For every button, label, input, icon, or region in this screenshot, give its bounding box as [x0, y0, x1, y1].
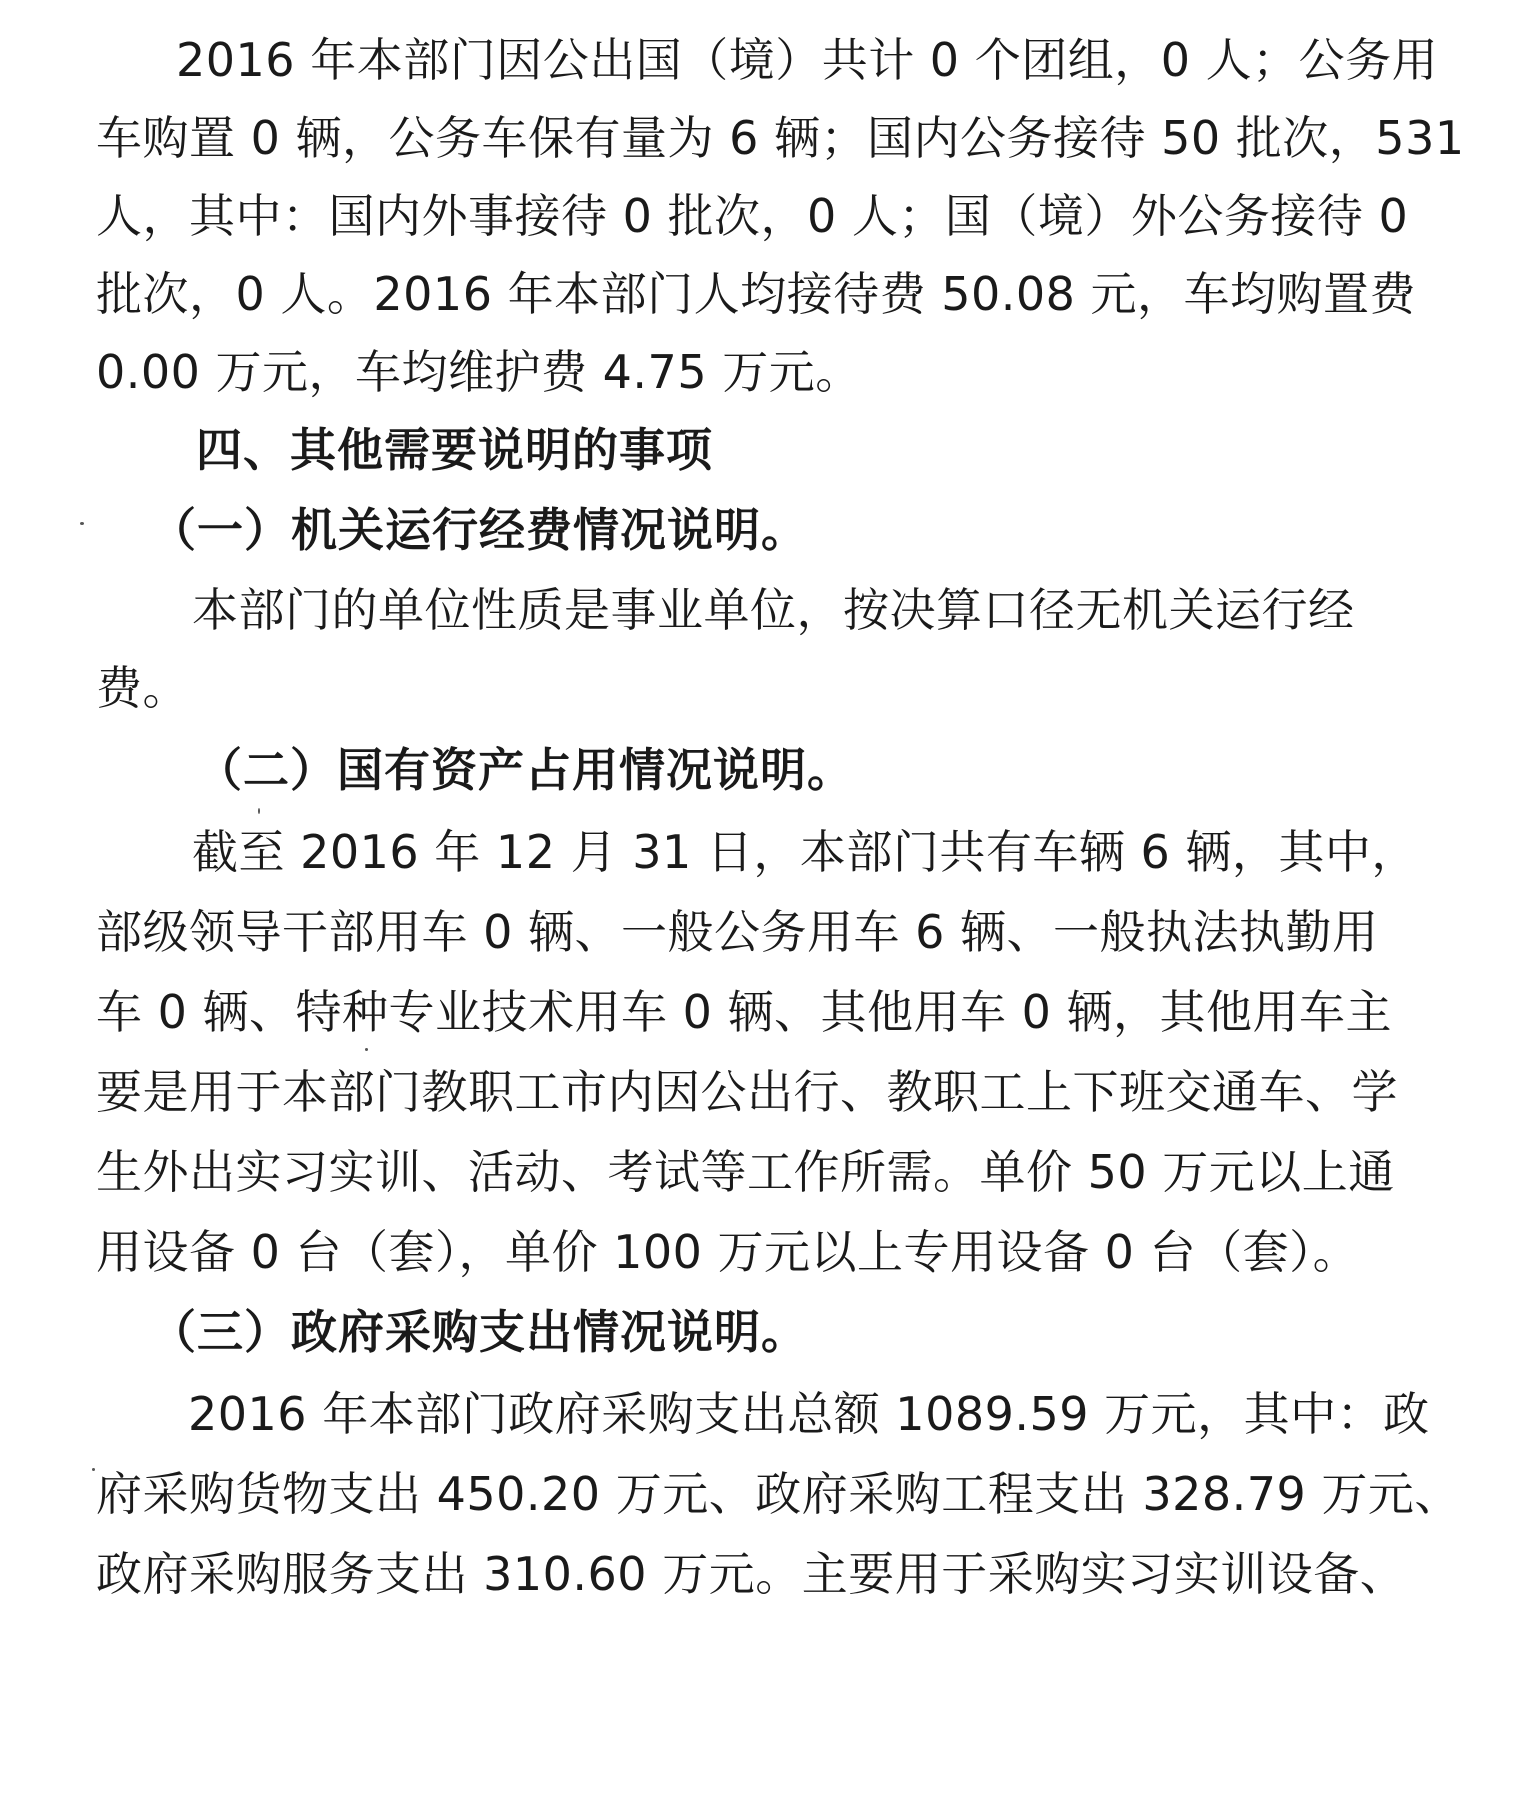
paragraph-line: 车 0 辆、特种专业技术用车 0 辆、其他用车 0 辆，其他用车主	[96, 985, 1393, 1039]
paragraph-line: 要是用于本部门教职工市内因公出行、教职工上下班交通车、学	[96, 1065, 1398, 1119]
subsection-heading: （二）国有资产占用情况说明。	[196, 743, 854, 797]
paragraph-line: 2016 年本部门政府采购支出总额 1089.59 万元，其中：政	[188, 1387, 1430, 1441]
scan-speck	[80, 522, 84, 525]
section-heading: 四、其他需要说明的事项	[196, 423, 713, 477]
paragraph-line: 批次，0 人。2016 年本部门人均接待费 50.08 元，车均购置费	[96, 267, 1417, 321]
paragraph-line: 府采购货物支出 450.20 万元、政府采购工程支出 328.79 万元、	[96, 1467, 1461, 1521]
paragraph-line: 截至 2016 年 12 月 31 日，本部门共有车辆 6 辆，其中，	[192, 825, 1418, 879]
subsection-heading: （三）政府采购支出情况说明。	[150, 1305, 808, 1359]
scan-speck	[365, 1048, 368, 1051]
paragraph-line: 政府采购服务支出 310.60 万元。主要用于采购实习实训设备、	[96, 1547, 1407, 1601]
paragraph-line: 用设备 0 台（套），单价 100 万元以上专用设备 0 台（套）。	[96, 1225, 1360, 1279]
paragraph-line: 生外出实习实训、活动、考试等工作所需。单价 50 万元以上通	[96, 1145, 1395, 1199]
paragraph-line: 部级领导干部用车 0 辆、一般公务用车 6 辆、一般执法执勤用	[96, 905, 1379, 959]
paragraph-line: 人，其中：国内外事接待 0 批次，0 人；国（境）外公务接待 0	[96, 189, 1409, 243]
scan-speck	[258, 808, 260, 814]
paragraph-line: 车购置 0 辆，公务车保有量为 6 辆；国内公务接待 50 批次，531	[96, 111, 1465, 165]
paragraph-line: 本部门的单位性质是事业单位，按决算口径无机关运行经	[192, 583, 1355, 637]
scan-speck	[92, 1468, 95, 1471]
paragraph-line: 2016 年本部门因公出国（境）共计 0 个团组，0 人；公务用	[176, 33, 1439, 87]
paragraph-line: 费。	[96, 661, 189, 715]
subsection-heading: （一）机关运行经费情况说明。	[150, 503, 808, 557]
paragraph-line: 0.00 万元，车均维护费 4.75 万元。	[96, 345, 862, 399]
